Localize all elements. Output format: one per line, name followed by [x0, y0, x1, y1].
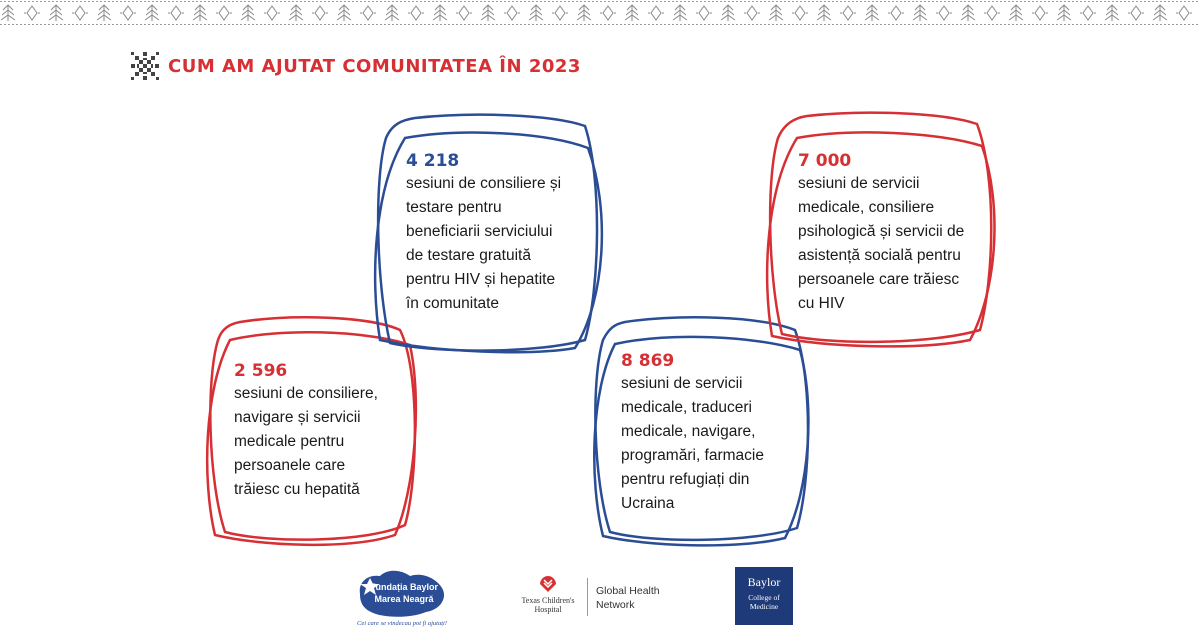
- border-motif: [216, 6, 232, 20]
- stat-description: sesiuni de consiliere și testare pentru beneficiarii serviciului de testare gratuită pentru HIV și hepatite în comunitate: [406, 175, 562, 312]
- border-motif: [1176, 6, 1192, 20]
- border-motif: [24, 6, 40, 20]
- border-motif: [1105, 5, 1119, 21]
- border-motif: [385, 5, 399, 21]
- border-motif: [72, 6, 88, 20]
- border-motif: [648, 6, 664, 20]
- border-motif: [168, 6, 184, 20]
- border-motif: [552, 6, 568, 20]
- texas-childrens-logo: [516, 574, 686, 620]
- border-motif: [289, 5, 303, 21]
- stat-description: sesiuni de servicii medicale, consiliere psihologică și servicii de asistență socială pentru persoanele care trăiesc cu HIV: [798, 175, 965, 312]
- border-motif: [984, 6, 1000, 20]
- border-motif: [145, 5, 159, 21]
- border-motif: [481, 5, 495, 21]
- border-motif: [865, 5, 879, 21]
- bcm-line1: Baylor: [747, 575, 781, 589]
- fundatia-tagline: Cei care se vindecau pot fi ajutați!: [356, 620, 448, 627]
- border-motif: [961, 5, 975, 21]
- border-motif: [721, 5, 735, 21]
- stat-number: 2 596: [234, 361, 288, 381]
- border-motif: [337, 5, 351, 21]
- border-motif: [888, 6, 904, 20]
- border-motif: [744, 6, 760, 20]
- border-motif: [408, 6, 424, 20]
- border-motif: [769, 5, 783, 21]
- border-motif: [241, 5, 255, 21]
- border-motif: [913, 5, 927, 21]
- stat-card-testing: [370, 108, 615, 358]
- border-motif: [792, 6, 808, 20]
- border-motif: [360, 6, 376, 20]
- border-motif: [1128, 6, 1144, 20]
- tch-emblem-icon: [538, 574, 558, 594]
- border-motif: [312, 6, 328, 20]
- black-sea-map-icon: [352, 564, 452, 620]
- border-motif: [577, 5, 591, 21]
- border-motif: [120, 6, 136, 20]
- stat-number: 4 218: [406, 151, 460, 171]
- snowflake-ornament-icon: [130, 51, 160, 81]
- border-motif: [49, 5, 63, 21]
- border-motif: [193, 5, 207, 21]
- border-motif: [1057, 5, 1071, 21]
- logo-divider: [587, 578, 588, 616]
- partner-logos: [0, 560, 1200, 630]
- tch-network-label: Global Health Network: [596, 585, 660, 611]
- stat-card-hiv: [762, 108, 1007, 353]
- border-motif: [1009, 5, 1023, 21]
- stat-number: 8 869: [621, 351, 675, 371]
- fundatia-name-line2: Marea Neagră: [374, 594, 434, 604]
- border-motif: [600, 6, 616, 20]
- border-motif: [456, 6, 472, 20]
- border-motif: [840, 6, 856, 20]
- stat-number: 7 000: [798, 151, 852, 171]
- border-motif: [817, 5, 831, 21]
- border-motif: [1032, 6, 1048, 20]
- border-motif: [433, 5, 447, 21]
- fundatia-baylor-logo: [352, 564, 452, 628]
- border-motif: [696, 6, 712, 20]
- border-motif: [264, 6, 280, 20]
- border-motif: [673, 5, 687, 21]
- section-heading: [130, 48, 581, 84]
- border-motif: [1, 5, 15, 21]
- stat-description: sesiuni de consiliere, navigare și servicii medicale pentru persoanele care trăiesc cu hepatită: [234, 385, 378, 498]
- bcm-line2: College of Medicine: [748, 593, 780, 611]
- stat-description: sesiuni de servicii medicale, traduceri medicale, navigare, programări, farmacie pentru refugiați din Ucraina: [621, 375, 764, 512]
- decorative-top-border: [0, 0, 1200, 26]
- border-motif: [1080, 6, 1096, 20]
- baylor-college-logo: [735, 567, 793, 625]
- fundatia-name-line1: Fundația Baylor: [369, 582, 438, 592]
- border-motif: [97, 5, 111, 21]
- tch-name: Texas Children's Hospital: [521, 596, 575, 614]
- border-motif: [529, 5, 543, 21]
- border-motif: [504, 6, 520, 20]
- border-motif: [936, 6, 952, 20]
- page-title: CUM AM AJUTAT COMUNITATEA ÎN 2023: [168, 55, 581, 77]
- border-motif: [625, 5, 639, 21]
- border-motif: [1153, 5, 1167, 21]
